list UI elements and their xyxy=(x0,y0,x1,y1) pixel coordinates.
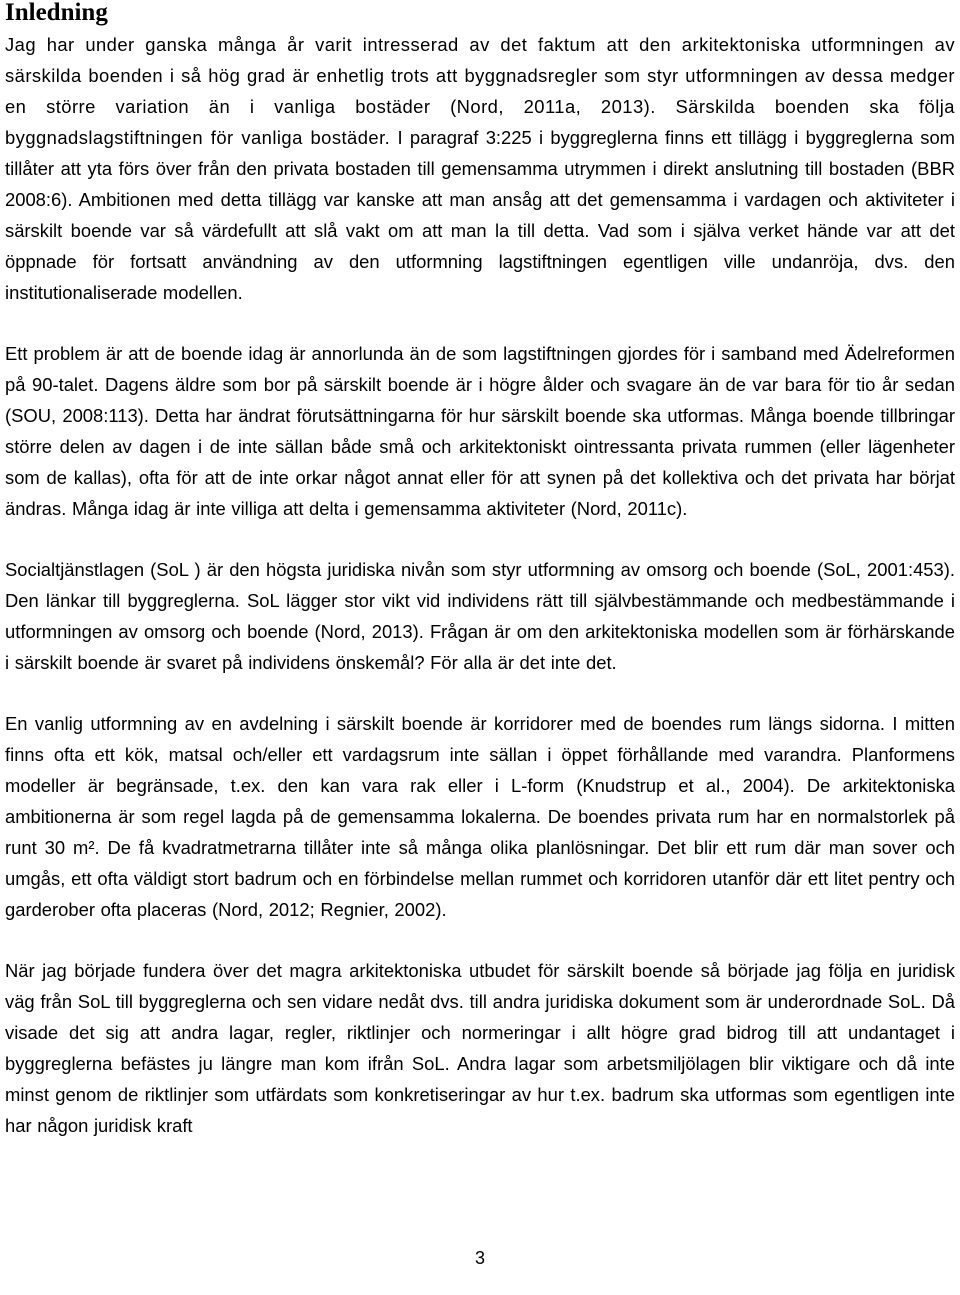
paragraph-1 xyxy=(5,29,955,308)
paragraph-3: Socialtjänstlagen (SoL ) är den högsta juridiska nivån som styr utformning av omsorg och boende (SoL, 2001:453). Den länkar till byggreglerna. SoL lägger stor vikt vid individens rätt till självbestämmande och medbestämmande i utformningen av omsorg och boende (Nord, 2013). Frågan är om den arkitektoniska modellen som är förhärskande i särskilt boende är svaret på individens önskemål? För alla är det inte det. xyxy=(5,559,955,673)
paragraph-gap xyxy=(5,524,955,554)
paragraph-2: Ett problem är att de boende idag är annorlunda än de som lagstiftningen gjordes för i samband med Ädelreformen på 90-talet. Dagens äldre som bor på särskilt boende är i högre ålder och svagare än de var bara för tio år sedan (SOU, 2008:113). Detta har ändrat förutsättningarna för hur särskilt boende ska utformas. Många boende tillbringar större delen av dagen i de inte sällan både små och arkitektoniskt ointressanta privata rummen (eller lägenheter som de kallas), ofta för att de inte orkar något annat eller för att synen på det kollektiva och det privata har börjat ändras. Många idag är inte villiga att delta i gemensamma aktiviteter (Nord, 2011c). xyxy=(5,343,955,519)
paragraph-5: När jag började fundera över det magra arkitektoniska utbudet för särskilt boende så började jag följa en juridisk väg från SoL till byggreglerna och sen vidare nedåt dvs. till andra juridiska dokument som är underordnade SoL. Då visade det sig att andra lagar, regler, riktlinjer och normeringar i allt högre grad bidrog till att undantaget i byggreglerna befästes ju längre man kom ifrån SoL. Andra lagar som arbetsmiljölagen blir viktigare och då inte minst genom de riktlinjer som utfärdats som konkretiseringar av hur t.ex. badrum ska utformas som egentligen inte har någon juridisk kraft xyxy=(5,960,955,1136)
section-heading: Inledning xyxy=(5,0,108,26)
page-number: 3 xyxy=(474,1248,485,1268)
paragraph-gap xyxy=(5,925,955,955)
paragraph-gap xyxy=(5,678,955,708)
paragraph-1-lead: Jag har under ganska många år varit intresserad av det faktum att den arkitektoniska utformningen av särskilda boenden i så hög grad är enhetlig trots att byggnadsregler som styr utformningen av dessa medger en större variation än i vanliga bostäder (Nord, 2011a, 2013). Särskilda boenden ska följa byggnadslagstiftningen för vanliga bostäder. xyxy=(5,34,955,148)
paragraph-4: En vanlig utformning av en avdelning i särskilt boende är korridorer med de boendes rum längs sidorna. I mitten finns ofta ett kök, matsal och/eller ett vardagsrum inte sällan i öppet förhållande med varandra. Planformens modeller är begränsade, t.ex. den kan vara rak eller i L-form (Knudstrup et al., 2004). De arkitektoniska ambitionerna är som regel lagda på de gemensamma lokalerna. De boendes privata rum har en normalstorlek på runt 30 m². De få kvadratmetrarna tillåter inte så många olika planlösningar. Det blir ett rum där man sover och umgås, ett ofta väldigt stort badrum och en förbindelse mellan rummet och korridoren utanför där ett litet pentry och garderober ofta placeras (Nord, 2012; Regnier, 2002). xyxy=(5,713,955,920)
paragraph-gap xyxy=(5,308,955,338)
paragraph-1-rest: I paragraf 3:225 i byggreglerna finns ett tillägg i byggreglerna som tillåter att yta förs över från den privata bostaden till gemensamma utrymmen i direkt anslutning till bostaden (BBR 2008:6). Ambitionen med detta tillägg var kanske att man ansåg att det gemensamma i vardagen och aktiviteter i särskilt boende var så värdefullt att slå vakt om att man la till detta. Vad som i själva verket hände var att det öppnade för fortsatt användning av den utformning lagstiftningen egentligen ville undanröja, dvs. den institutionaliserade modellen. xyxy=(5,127,955,303)
